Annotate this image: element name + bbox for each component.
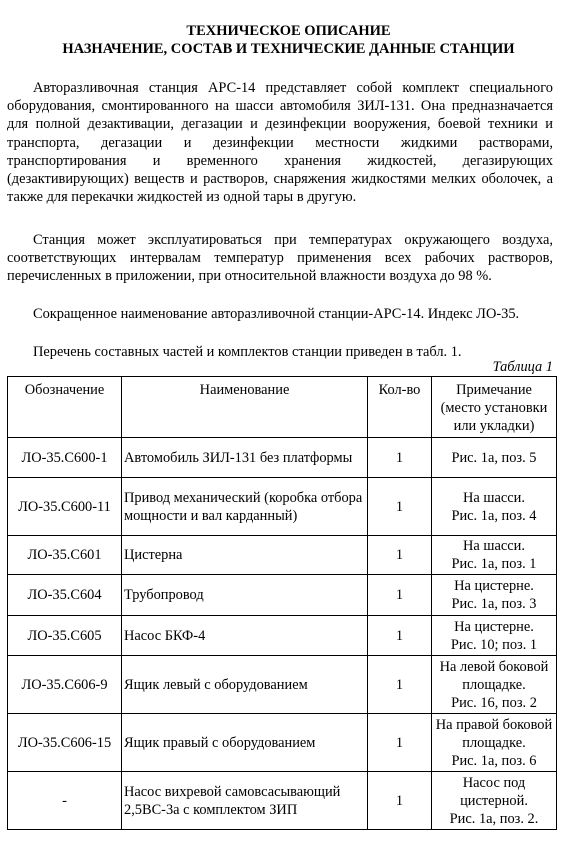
table-row (8, 714, 557, 772)
paragraph-text: Перечень составных частей и комплектов станции приведен в табл. 1. (33, 344, 462, 360)
cell-designation: ЛО-35.С604 (8, 575, 122, 616)
cell-designation: ЛО-35.С601 (8, 536, 122, 575)
table-row (8, 575, 557, 616)
table-header-row (8, 377, 557, 438)
cell-note: На левой боковой площадке. Рис. 16, поз. 2 (432, 656, 557, 714)
cell-note: На правой боковой площадке. Рис. 1а, поз. 6 (432, 714, 557, 772)
cell-name: Трубопровод (122, 575, 368, 616)
cell-name: Цистерна (122, 536, 368, 575)
cell-designation: ЛО-35.С600-11 (8, 478, 122, 536)
section-title: НАЗНАЧЕНИЕ, СОСТАВ И ТЕХНИЧЕСКИЕ ДАННЫЕ СТАНЦИИ (62, 41, 515, 57)
cell-designation: ЛО-35.С606-9 (8, 656, 122, 714)
paragraph-text: Авторазливочная станция АРС-14 представляет собой комплект специального оборудования, смонтированного на шасси автомобиля ЗИЛ-131. Она предназначается для полной дезактивации, дегазации и дезинфекции вооружения, боевой техники и транспорта, дегазации и дезинфекции местности жидкими растворами, транспортирования и временного хранения жидкостей, дегазирующих (дезактивирующих) веществ и растворов, снаряжения жидкостями мелких оболочек, а также для перекачки жидкостей из одной тары в другую. (7, 80, 553, 206)
cell-name: Насос БКФ-4 (122, 616, 368, 656)
cell-name: Ящик правый с оборудованием (122, 714, 368, 772)
table-row (8, 656, 557, 714)
cell-designation: ЛО-35.С600-1 (8, 438, 122, 478)
cell-note: На шасси. Рис. 1а, поз. 4 (432, 478, 557, 536)
cell-designation: ЛО-35.С605 (8, 616, 122, 656)
header-note: Примечание (место установки или укладки) (432, 377, 557, 438)
cell-note: На цистерне. Рис. 1а, поз. 3 (432, 575, 557, 616)
paragraph-purpose (7, 79, 553, 206)
table-row (8, 438, 557, 478)
cell-note: Рис. 1а, поз. 5 (432, 438, 557, 478)
header-name: Наименование (122, 377, 368, 438)
cell-note: Насос под цистерной. Рис. 1а, поз. 2. (432, 772, 557, 830)
table-caption: Таблица 1 (492, 359, 553, 375)
cell-quantity: 1 (368, 656, 432, 714)
cell-quantity: 1 (368, 438, 432, 478)
paragraph-table-ref (7, 343, 553, 361)
paragraph-text: Станция может эксплуатироваться при температурах окружающего воздуха, соответствующих интервалам температур применения всех рабочих растворов, перечисленных в приложении, при относительной влажности воздуха до 98 %. (7, 232, 553, 285)
cell-quantity: 1 (368, 536, 432, 575)
paragraph-operating-conditions (7, 231, 553, 286)
header-quantity: Кол-во (368, 377, 432, 438)
table-row (8, 616, 557, 656)
cell-name: Насос вихревой самовсасывающий 2,5ВС-3а с комплектом ЗИП (122, 772, 368, 830)
cell-quantity: 1 (368, 714, 432, 772)
table-row (8, 536, 557, 575)
header-designation: Обозначение (8, 377, 122, 438)
paragraph-text: Сокращенное наименование авторазливочной станции-АРС-14. Индекс ЛО-35. (33, 306, 520, 322)
cell-designation: - (8, 772, 122, 830)
cell-quantity: 1 (368, 772, 432, 830)
cell-name: Привод механический (коробка отбора мощности и вал карданный) (122, 478, 368, 536)
cell-name: Автомобиль ЗИЛ-131 без платформы (122, 438, 368, 478)
table-row (8, 478, 557, 536)
cell-quantity: 1 (368, 616, 432, 656)
paragraph-short-name (7, 305, 553, 323)
components-table (7, 376, 557, 830)
cell-note: На шасси. Рис. 1а, поз. 1 (432, 536, 557, 575)
cell-name: Ящик левый с оборудованием (122, 656, 368, 714)
cell-note: На цистерне. Рис. 10; поз. 1 (432, 616, 557, 656)
table-row (8, 772, 557, 830)
cell-designation: ЛО-35.С606-15 (8, 714, 122, 772)
cell-quantity: 1 (368, 575, 432, 616)
cell-quantity: 1 (368, 478, 432, 536)
doc-title: ТЕХНИЧЕСКОЕ ОПИСАНИЕ (186, 23, 391, 39)
